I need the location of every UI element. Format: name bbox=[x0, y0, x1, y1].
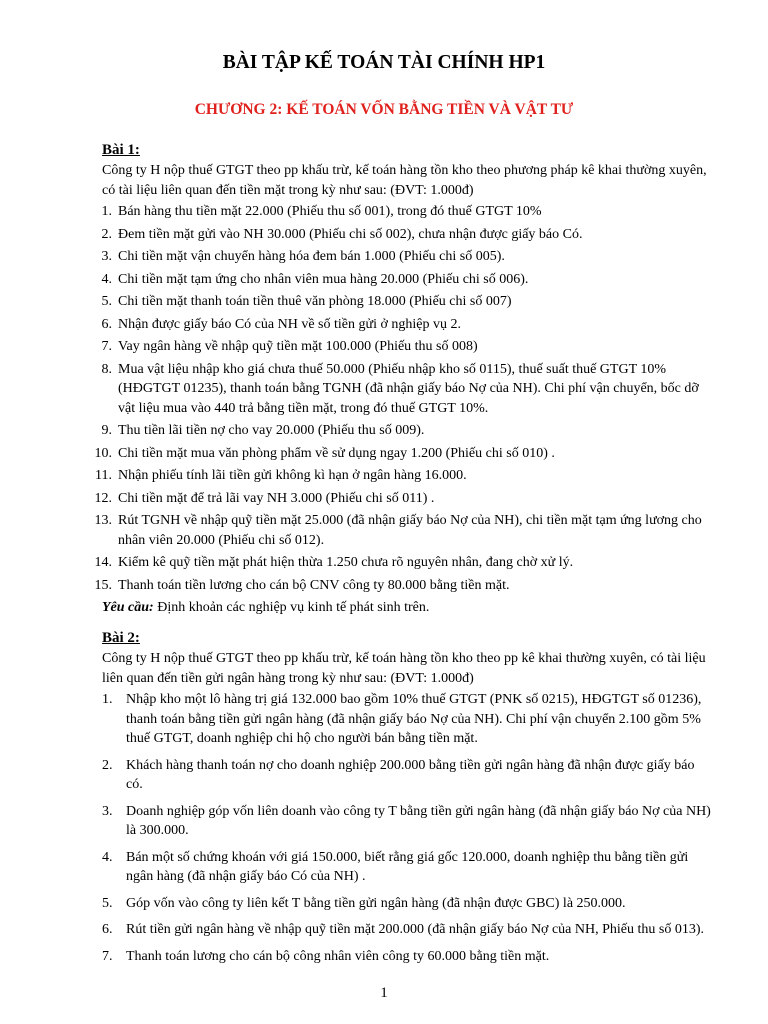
list-item-text: Chi tiền mặt để trả lãi vay NH 3.000 (Phiếu chi số 011) . bbox=[118, 490, 435, 506]
list-item-text: Chi tiền mặt tạm ứng cho nhân viên mua hàng 20.000 (Phiếu chi số 006). bbox=[118, 271, 529, 287]
list-item bbox=[102, 848, 714, 887]
list-item bbox=[102, 247, 714, 267]
list-item bbox=[102, 270, 714, 290]
list-item-number: 2. bbox=[102, 757, 113, 773]
list-item-number: 7. bbox=[101, 339, 112, 354]
list-item-number: 15. bbox=[94, 577, 112, 593]
list-item-number: 6. bbox=[101, 316, 112, 332]
list-item-number: 14. bbox=[94, 555, 112, 570]
exercise-1 bbox=[94, 139, 714, 618]
list-item bbox=[102, 802, 714, 841]
list-item-text: Khách hàng thanh toán nợ cho doanh nghiệp 200.000 bằng tiền gửi ngân hàng đã nhận được giấy báo có. bbox=[126, 757, 695, 792]
list-item bbox=[102, 756, 714, 795]
requirement-label: Yêu cầu: bbox=[102, 600, 154, 615]
list-item-text: Nhận phiếu tính lãi tiền gửi không kì hạn ở ngân hàng 16.000. bbox=[118, 468, 467, 483]
list-item bbox=[95, 466, 714, 486]
list-item-number: 12. bbox=[94, 490, 112, 506]
list-item-number: 3. bbox=[101, 249, 112, 264]
list-item bbox=[102, 920, 714, 940]
list-item-text: Chi tiền mặt thanh toán tiền thuê văn phòng 18.000 (Phiếu chi số 007) bbox=[118, 294, 512, 309]
list-item-text: Chi tiền mặt mua văn phòng phẩm về sử dụng ngay 1.200 (Phiếu chi số 010) . bbox=[118, 445, 555, 461]
list-item-number: 5. bbox=[102, 895, 113, 911]
exercise-1-requirement bbox=[102, 598, 714, 618]
list-item-text: Chi tiền mặt vận chuyển hàng hóa đem bán 1.000 (Phiếu chi số 005). bbox=[118, 249, 505, 264]
chapter-heading: CHƯƠNG 2: KẾ TOÁN VỐN BẰNG TIỀN VÀ VẬT TƯ bbox=[194, 101, 574, 118]
list-item-number: 6. bbox=[102, 922, 113, 937]
list-item bbox=[102, 202, 714, 222]
exercise-2-intro: Công ty H nộp thuế GTGT theo pp khấu trừ, kế toán hàng tồn kho theo pp kê khai thường xuyên, có tài liệu liên quan đến tiền gửi ngân hàng trong kỳ như sau: (ĐVT: 1.000đ) bbox=[102, 651, 706, 686]
exercise-2-title: Bài 2: bbox=[102, 630, 140, 646]
list-item-number: 4. bbox=[101, 271, 112, 287]
list-item bbox=[102, 337, 714, 357]
list-item bbox=[102, 947, 714, 967]
list-item bbox=[102, 225, 714, 245]
list-item-number: 1. bbox=[101, 204, 112, 219]
exercise-1-list bbox=[94, 202, 714, 595]
list-item-text: Doanh nghiệp góp vốn liên doanh vào công ty T bằng tiền gửi ngân hàng (đã nhận giấy báo Nợ của NH) là 300.000. bbox=[126, 803, 711, 838]
exercise-2 bbox=[102, 627, 714, 973]
list-item bbox=[102, 690, 714, 749]
page-number: 1 bbox=[380, 985, 388, 1001]
list-item-text: Kiểm kê quỹ tiền mặt phát hiện thừa 1.250 chưa rõ nguyên nhân, đang chờ xử lý. bbox=[118, 555, 574, 570]
list-item-text: Rút tiền gửi ngân hàng về nhập quỹ tiền mặt 200.000 (đã nhận giấy báo Nợ của NH, Phiếu thu số 013). bbox=[126, 922, 704, 937]
list-item bbox=[102, 360, 714, 419]
list-item-number: 5. bbox=[101, 294, 112, 309]
list-item-text: Vay ngân hàng về nhập quỹ tiền mặt 100.000 (Phiếu thu số 008) bbox=[118, 339, 478, 354]
list-item bbox=[94, 489, 714, 509]
list-item bbox=[102, 315, 714, 335]
list-item-number: 2. bbox=[101, 226, 112, 242]
list-item-text: Bán một số chứng khoán với giá 150.000, biết rằng giá gốc 120.000, doanh nghiệp thu bằng tiền gửi ngân hàng (đã nhận giấy báo Có của NH) . bbox=[126, 849, 689, 884]
list-item bbox=[94, 511, 714, 550]
list-item-number: 13. bbox=[94, 513, 112, 528]
list-item-number: 8. bbox=[101, 361, 112, 377]
list-item-text: Mua vật liệu nhập kho giá chưa thuế 50.000 (Phiếu nhập kho số 0115), thuế suất thuế GTGT 10% (HĐGTGT 01235), thanh toán bằng TGNH (đã nhận giấy báo Nợ của NH). Chi phí vận chuyển, bốc dỡ vật liệu mua vào 440 trả bằng tiền mặt, trong đó thuế GTGT 10%. bbox=[118, 361, 699, 416]
list-item-text: Nhập kho một lô hàng trị giá 132.000 bao gồm 10% thuế GTGT (PNK số 0215), HĐGTGT số 01236), thanh toán bằng tiền gửi ngân hàng (đã nhận giấy báo Nợ của NH). Chi phí vận chuyển 2.100 gồm 5% thuế GTGT, doanh nghiệp chi hộ cho người bán bằng tiền mặt. bbox=[126, 692, 702, 746]
list-item-number: 7. bbox=[102, 948, 113, 964]
exercise-1-title: Bài 1: bbox=[102, 142, 140, 158]
list-item bbox=[94, 553, 714, 573]
list-item-text: Rút TGNH về nhập quỹ tiền mặt 25.000 (đã nhận giấy báo Nợ của NH), chi tiền mặt tạm ứng lương cho nhân viên 20.000 (Phiếu chi số 012). bbox=[118, 513, 702, 548]
list-item-text: Thu tiền lãi tiền nợ cho vay 20.000 (Phiếu thu số 009). bbox=[118, 423, 425, 438]
list-item bbox=[102, 894, 714, 914]
exercise-1-intro: Công ty H nộp thuế GTGT theo pp khấu trừ, kế toán hàng tồn kho theo phương pháp kê khai thường xuyên, có tài liệu liên quan đến tiền mặt trong kỳ như sau: (ĐVT: 1.000đ) bbox=[102, 163, 707, 198]
list-item bbox=[102, 421, 714, 441]
list-item-text: Bán hàng thu tiền mặt 22.000 (Phiếu thu số 001), trong đó thuế GTGT 10% bbox=[118, 204, 542, 219]
requirement-text: Định khoản các nghiệp vụ kinh tế phát sinh trên. bbox=[153, 600, 430, 615]
list-item-text: Thanh toán lương cho cán bộ công nhân viên công ty 60.000 bằng tiền mặt. bbox=[126, 948, 550, 964]
list-item-text: Đem tiền mặt gửi vào NH 30.000 (Phiếu chi số 002), chưa nhận được giấy báo Có. bbox=[118, 226, 583, 242]
list-item-number: 10. bbox=[94, 445, 112, 461]
list-item bbox=[94, 576, 714, 596]
exercise-2-list bbox=[102, 690, 714, 966]
list-item-number: 9. bbox=[101, 423, 112, 438]
list-item-text: Nhận được giấy báo Có của NH về số tiền gửi ở nghiệp vụ 2. bbox=[118, 316, 461, 332]
list-item bbox=[94, 444, 714, 464]
document-title: BÀI TẬP KẾ TOÁN TÀI CHÍNH HP1 bbox=[222, 52, 546, 73]
list-item-number: 4. bbox=[102, 849, 113, 865]
list-item-number: 11. bbox=[95, 468, 112, 483]
list-item bbox=[102, 292, 714, 312]
list-item-text: Góp vốn vào công ty liên kết T bằng tiền gửi ngân hàng (đã nhận được GBC) là 250.000. bbox=[126, 895, 626, 911]
list-item-number: 1. bbox=[102, 692, 113, 707]
list-item-text: Thanh toán tiền lương cho cán bộ CNV công ty 80.000 bằng tiền mặt. bbox=[118, 577, 510, 593]
list-item-number: 3. bbox=[102, 803, 113, 819]
